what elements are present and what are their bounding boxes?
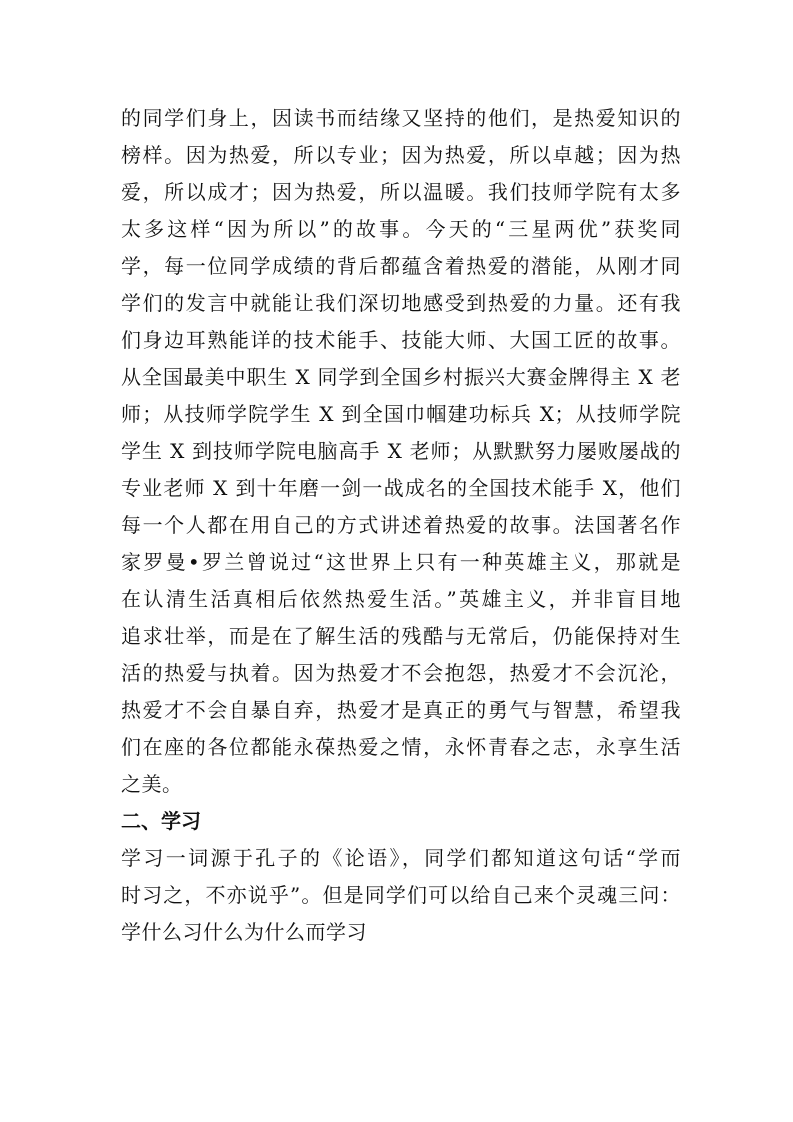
paragraph-love-stories — [121, 100, 681, 803]
text-line: 榜样。因为热爱，所以专业；因为热爱，所以卓越；因为热 — [121, 143, 681, 167]
text-line: 追求壮举，而是在了解生活的残酷与无常后，仍能保持对生 — [121, 624, 681, 648]
text-line: 活的热爱与执着。因为热爱才不会抱怨，热爱才不会沉沦， — [121, 661, 681, 685]
text-line: 们身边耳熟能详的技术能手、技能大师、大国工匠的故事。 — [121, 328, 681, 352]
text-line: 太多这样“因为所以”的故事。今天的“三星两优”获奖同 — [121, 217, 681, 241]
text-line: 学们的发言中就能让我们深切地感受到热爱的力量。还有我 — [121, 291, 681, 315]
text-line: 师；从技师学院学生 X 到全国巾帼建功标兵 X；从技师学院 — [121, 402, 681, 426]
text-line: 时习之，不亦说乎”。但是同学们可以给自己来个灵魂三问： — [121, 883, 681, 907]
document-body — [121, 100, 681, 951]
paragraph-learning — [121, 840, 681, 951]
text-line: 每一个人都在用自己的方式讲述着热爱的故事。法国著名作 — [121, 513, 681, 537]
text-line: 之美。 — [121, 772, 183, 796]
text-line: 爱，所以成才；因为热爱，所以温暖。我们技师学院有太多 — [121, 180, 681, 204]
text-line: 学什么习什么为什么而学习 — [121, 920, 367, 944]
text-line: 热爱才不会自暴自弃，热爱才是真正的勇气与智慧，希望我 — [121, 698, 681, 722]
section-heading: 二、学习 — [121, 809, 201, 833]
text-line: 专业老师 X 到十年磨一剑一战成名的全国技术能手 X，他们 — [121, 476, 681, 500]
text-line: 在认清生活真相后依然热爱生活。”英雄主义，并非盲目地 — [121, 587, 681, 611]
text-line: 学习一词源于孔子的《论语》，同学们都知道这句话“学而 — [121, 846, 681, 870]
text-line: 学，每一位同学成绩的背后都蕴含着热爱的潜能，从刚才同 — [121, 254, 681, 278]
text-line: 从全国最美中职生 X 同学到全国乡村振兴大赛金牌得主 X 老 — [121, 365, 681, 389]
text-line: 家罗曼•罗兰曾说过“这世界上只有一种英雄主义，那就是 — [121, 550, 681, 574]
text-line: 的同学们身上，因读书而结缘又坚持的他们，是热爱知识的 — [121, 106, 681, 130]
text-line: 学生 X 到技师学院电脑高手 X 老师；从默默努力屡败屡战的 — [121, 439, 681, 463]
text-line: 们在座的各位都能永葆热爱之情，永怀青春之志，永享生活 — [121, 735, 681, 759]
